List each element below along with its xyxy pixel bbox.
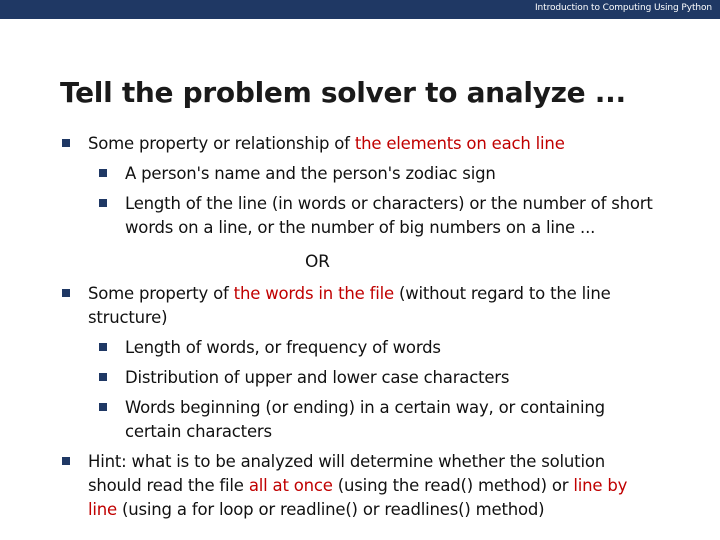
bullet-marker <box>99 199 107 207</box>
bullet-marker <box>99 343 107 351</box>
or-separator: OR <box>305 252 330 272</box>
course-title: Introduction to Computing Using Python <box>535 3 712 13</box>
bullet-marker <box>62 457 70 465</box>
sub-bullet-item: Length of words, or frequency of words <box>125 338 441 357</box>
header-bar <box>0 0 720 19</box>
bullet-marker <box>99 169 107 177</box>
highlight-text: line by line <box>88 476 628 519</box>
sub-bullet-item: Length of the line (in words or characters) or the number of short words on a line, or the number of big numbers on a line ... <box>125 194 653 237</box>
highlight-text: the words in the file <box>233 284 394 303</box>
sub-bullet-item: Words beginning (or ending) in a certain way, or containing certain characters <box>125 398 605 441</box>
bullet-item: Some property or relationship of the elements on each line <box>88 134 565 153</box>
bullet-item: Hint: what is to be analyzed will determine whether the solution should read the file all at once (using the read() method) or line by line (using a for loop or readline() or readlines() method) <box>88 452 628 519</box>
highlight-text: the elements on each line <box>354 134 565 153</box>
sub-bullet-item: A person's name and the person's zodiac sign <box>125 164 496 183</box>
bullet-marker <box>62 139 70 147</box>
slide-title: Tell the problem solver to analyze ... <box>60 76 626 109</box>
bullet-marker <box>99 403 107 411</box>
bullet-item: Some property of the words in the file (without regard to the line structure) <box>88 284 611 327</box>
highlight-text: all at once <box>248 476 333 495</box>
bullet-marker <box>62 289 70 297</box>
bullet-marker <box>99 373 107 381</box>
sub-bullet-item: Distribution of upper and lower case characters <box>125 368 510 387</box>
